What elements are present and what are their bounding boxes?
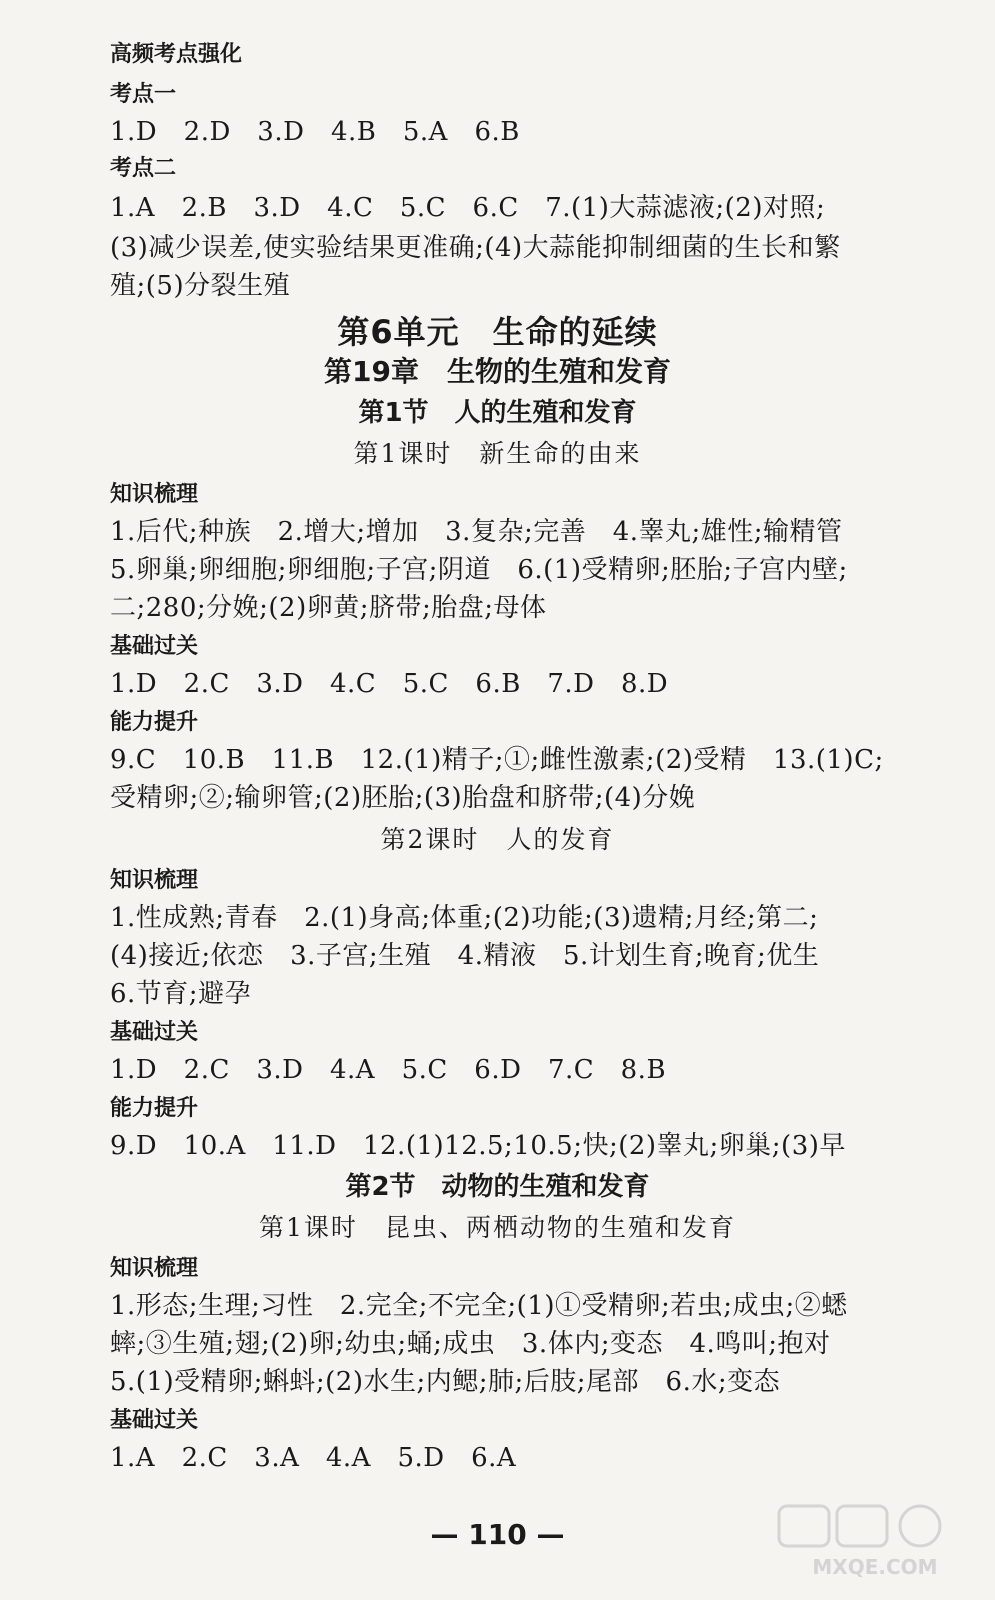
watermark-text: MXQE.COM bbox=[812, 1555, 938, 1579]
watermark-logo bbox=[775, 1502, 975, 1582]
section-label: 能力提升 bbox=[110, 1096, 199, 1121]
section-label: 知识梳理 bbox=[110, 1256, 199, 1281]
answer-line: 5.(1)受精卵;蝌蚪;(2)水生;内鳃;肺;后肢;尾部 6.水;变态 bbox=[110, 1367, 781, 1397]
lesson-heading: 第2课时 人的发育 bbox=[380, 825, 615, 854]
section-label: 基础过关 bbox=[110, 1408, 199, 1433]
answer-line: 蟀;③生殖;翅;(2)卵;幼虫;蛹;成虫 3.体内;变态 4.鸣叫;抱对 bbox=[110, 1329, 831, 1359]
unit-heading: 第6单元 生命的延续 bbox=[337, 313, 658, 351]
answer-line: 受精卵;②;输卵管;(2)胚胎;(3)胎盘和脐带;(4)分娩 bbox=[110, 783, 696, 813]
answer-line: 1.性成熟;青春 2.(1)身高;体重;(2)功能;(3)遗精;月经;第二; bbox=[110, 903, 819, 933]
section-label: 知识梳理 bbox=[110, 868, 199, 893]
answer-line: (3)减少误差,使实验结果更准确;(4)大蒜能抑制细菌的生长和繁 bbox=[110, 233, 841, 263]
lesson-heading: 第1课时 昆虫、两栖动物的生殖和发育 bbox=[259, 1213, 736, 1242]
section-label: 高频考点强化 bbox=[110, 42, 243, 67]
answer-line: 5.卵巢;卵细胞;卵细胞;子宫;阴道 6.(1)受精卵;胚胎;子宫内壁; bbox=[110, 555, 848, 585]
lesson-heading: 第1课时 新生命的由来 bbox=[353, 439, 642, 468]
answer-line: 1.A 2.B 3.D 4.C 5.C 6.C 7.(1)大蒜滤液;(2)对照; bbox=[110, 193, 826, 223]
answer-line: 9.D 10.A 11.D 12.(1)12.5;10.5;快;(2)睾丸;卵巢;(3)早 bbox=[110, 1131, 846, 1161]
answer-line: 1.D 2.C 3.D 4.C 5.C 6.B 7.D 8.D bbox=[110, 669, 669, 699]
answer-line: 二;280;分娩;(2)卵黄;脐带;胎盘;母体 bbox=[110, 593, 547, 623]
page-number: — 110 — bbox=[430, 1518, 565, 1551]
answer-line: 9.C 10.B 11.B 12.(1)精子;①;雌性激素;(2)受精 13.(1)C; bbox=[110, 745, 884, 775]
answer-line: 1.后代;种族 2.增大;增加 3.复杂;完善 4.睾丸;雄性;输精管 bbox=[110, 517, 843, 547]
section-label: 考点一 bbox=[110, 82, 177, 107]
answer-line: 殖;(5)分裂生殖 bbox=[110, 271, 291, 301]
answer-line: 1.D 2.D 3.D 4.B 5.A 6.B bbox=[110, 117, 520, 147]
section-label: 考点二 bbox=[110, 156, 177, 181]
answer-line: 1.D 2.C 3.D 4.A 5.C 6.D 7.C 8.B bbox=[110, 1055, 667, 1085]
chapter-heading: 第19章 生物的生殖和发育 bbox=[324, 355, 671, 388]
section-label: 基础过关 bbox=[110, 634, 199, 659]
section-label: 能力提升 bbox=[110, 710, 199, 735]
answer-line: 6.节育;避孕 bbox=[110, 979, 252, 1009]
section-heading: 第1节 人的生殖和发育 bbox=[358, 398, 637, 428]
section-label: 基础过关 bbox=[110, 1020, 199, 1045]
answer-line: (4)接近;依恋 3.子宫;生殖 4.精液 5.计划生育;晚育;优生 bbox=[110, 941, 820, 971]
answer-line: 1.形态;生理;习性 2.完全;不完全;(1)①受精卵;若虫;成虫;②蟋 bbox=[110, 1291, 848, 1321]
section-heading: 第2节 动物的生殖和发育 bbox=[345, 1172, 650, 1202]
section-label: 知识梳理 bbox=[110, 482, 199, 507]
answer-line: 1.A 2.C 3.A 4.A 5.D 6.A bbox=[110, 1443, 517, 1473]
